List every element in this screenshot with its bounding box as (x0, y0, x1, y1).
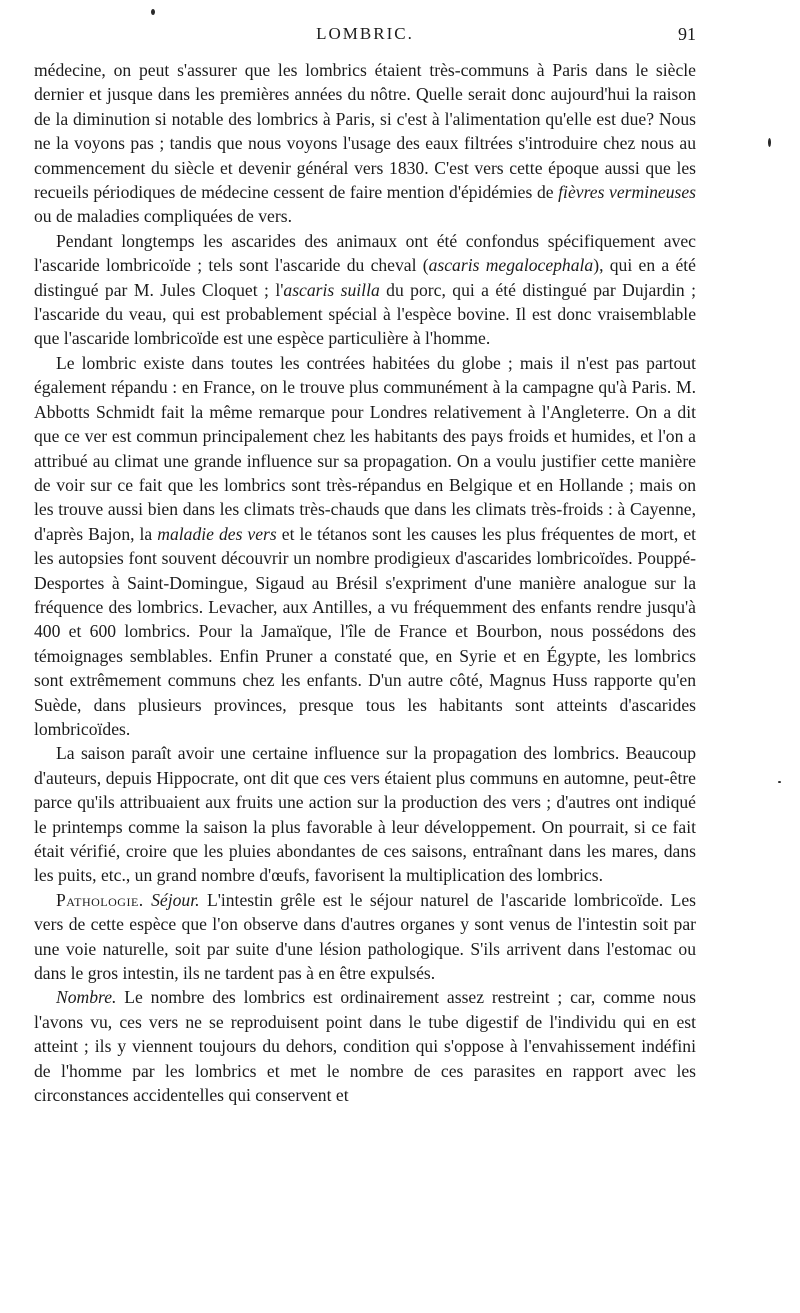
body-text (34, 58, 696, 1107)
section-label: Pathologie. (56, 889, 144, 910)
paragraph: Pendant longtemps les ascarides des animaux ont été confondus spécifiquement avec l'ascaride lombricoïde ; tels sont l'ascaride du cheval (ascaris megalocephala), qui en a été distingué par M. Jules Cloquet ; l'ascaris suilla du porc, qui a été distingué par Dujardin ; l'ascaride du veau, qui est probablement spécial à l'espèce bovine. Il est donc vraisemblable que l'ascaride lombricoïde est une espèce particulière à l'homme. (34, 230, 696, 349)
running-title: LOMBRIC. (316, 24, 414, 43)
paragraph: Pathologie. Séjour. L'intestin grêle est le séjour naturel de l'ascaride lombricoïde. Les vers de cette espèce que l'on observe dans d'autres organes y sont venus de l'intestin soit par une voie naturelle, soit par suite d'une lésion pathologique. S'ils arrivent dans l'estomac ou dans le gros intestin, ils ne tardent pas à en être expulsés. (34, 889, 696, 984)
paragraph: Nombre. Le nombre des lombrics est ordinairement assez restreint ; car, comme nous l'avons vu, ces vers ne se reproduisent point dans le tube digestif de l'individu qui en est atteint ; ils y viennent toujours du dehors, condition qui s'oppose à l'envahissement indéfini de l'homme par les lombrics et met le nombre de ces parasites en rapport avec les circonstances accidentelles qui conservent et (34, 987, 696, 1106)
ink-speck (151, 9, 155, 15)
ink-speck (768, 138, 771, 147)
subsection-label: Nombre. (56, 987, 117, 1008)
subsection-label: Séjour. (151, 889, 200, 910)
paragraph: médecine, on peut s'assurer que les lombrics étaient très-communs à Paris dans le siècle dernier et jusque dans les premières années du nôtre. Quelle serait donc aujourd'hui la raison de la diminution si notable des lombrics à Paris, si c'est à l'alimentation qu'elle est due? Nous ne la voyons pas ; tandis que nous voyons l'usage des eaux filtrées s'introduire chez nous au commencement du siècle et devenir général vers 1830. C'est vers cette époque aussi que les recueils périodiques de médecine cessent de faire mention d'épidémies de fièvres vermineuses ou de maladies compliquées de vers. (34, 60, 696, 227)
paragraph: Le lombric existe dans toutes les contrées habitées du globe ; mais il n'est pas partout également répandu : en France, on le trouve plus communément à la campagne qu'à Paris. M. Abbotts Schmidt fait la même remarque pour Londres relativement à l'Angleterre. On a dit que ce ver est commun principalement chez les habitants des pays froids et humides, et l'on a attribué au climat une grande influence sur sa propagation. On a voulu justifier cette manière de voir sur ce fait que les lombrics sont très-répandus en Belgique et en Hollande ; mais on les trouve aussi bien dans les climats très-chauds que dans les climats très-froids : à Cayenne, d'après Bajon, la maladie des vers et le tétanos sont les causes les plus fréquentes de mort, et les autopsies font souvent découvrir un nombre prodigieux d'ascarides lombricoïdes. Pouppé-Desportes à Saint-Domingue, Sigaud au Brésil s'expriment d'une manière analogue sur la fréquence des lombrics. Levacher, aux Antilles, a vu fréquemment des enfants rendre jusqu'à 400 et 600 lombrics. Pour la Jamaïque, l'île de France et Bourbon, nous possédons des témoignages semblables. Enfin Pruner a constaté que, en Syrie et en Égypte, les lombrics sont extrêmement communs chez les enfants. D'un autre côté, Magnus Huss rapporte qu'en Suède, dans plusieurs provinces, presque tous les habitants sont atteints d'ascarides lombricoïdes. (34, 352, 697, 739)
paragraph: La saison paraît avoir une certaine influence sur la propagation des lombrics. Beaucoup d'auteurs, depuis Hippocrate, ont dit que ces vers étaient plus communs en automne, peut-être parce qu'ils attribuaient aux fruits une action sur la production des vers ; d'autres ont indiqué le printemps comme la saison la plus favorable à leur développement. On pourrait, si ce fait était vérifié, croire que les pluies abondantes de ces saisons, entraînant dans les mares, dans les puits, etc., un grand nombre d'œufs, favorisent la multiplication des lombrics. (34, 743, 696, 886)
ink-speck (778, 781, 781, 783)
page-header (34, 24, 696, 50)
page-number: 91 (678, 24, 696, 44)
